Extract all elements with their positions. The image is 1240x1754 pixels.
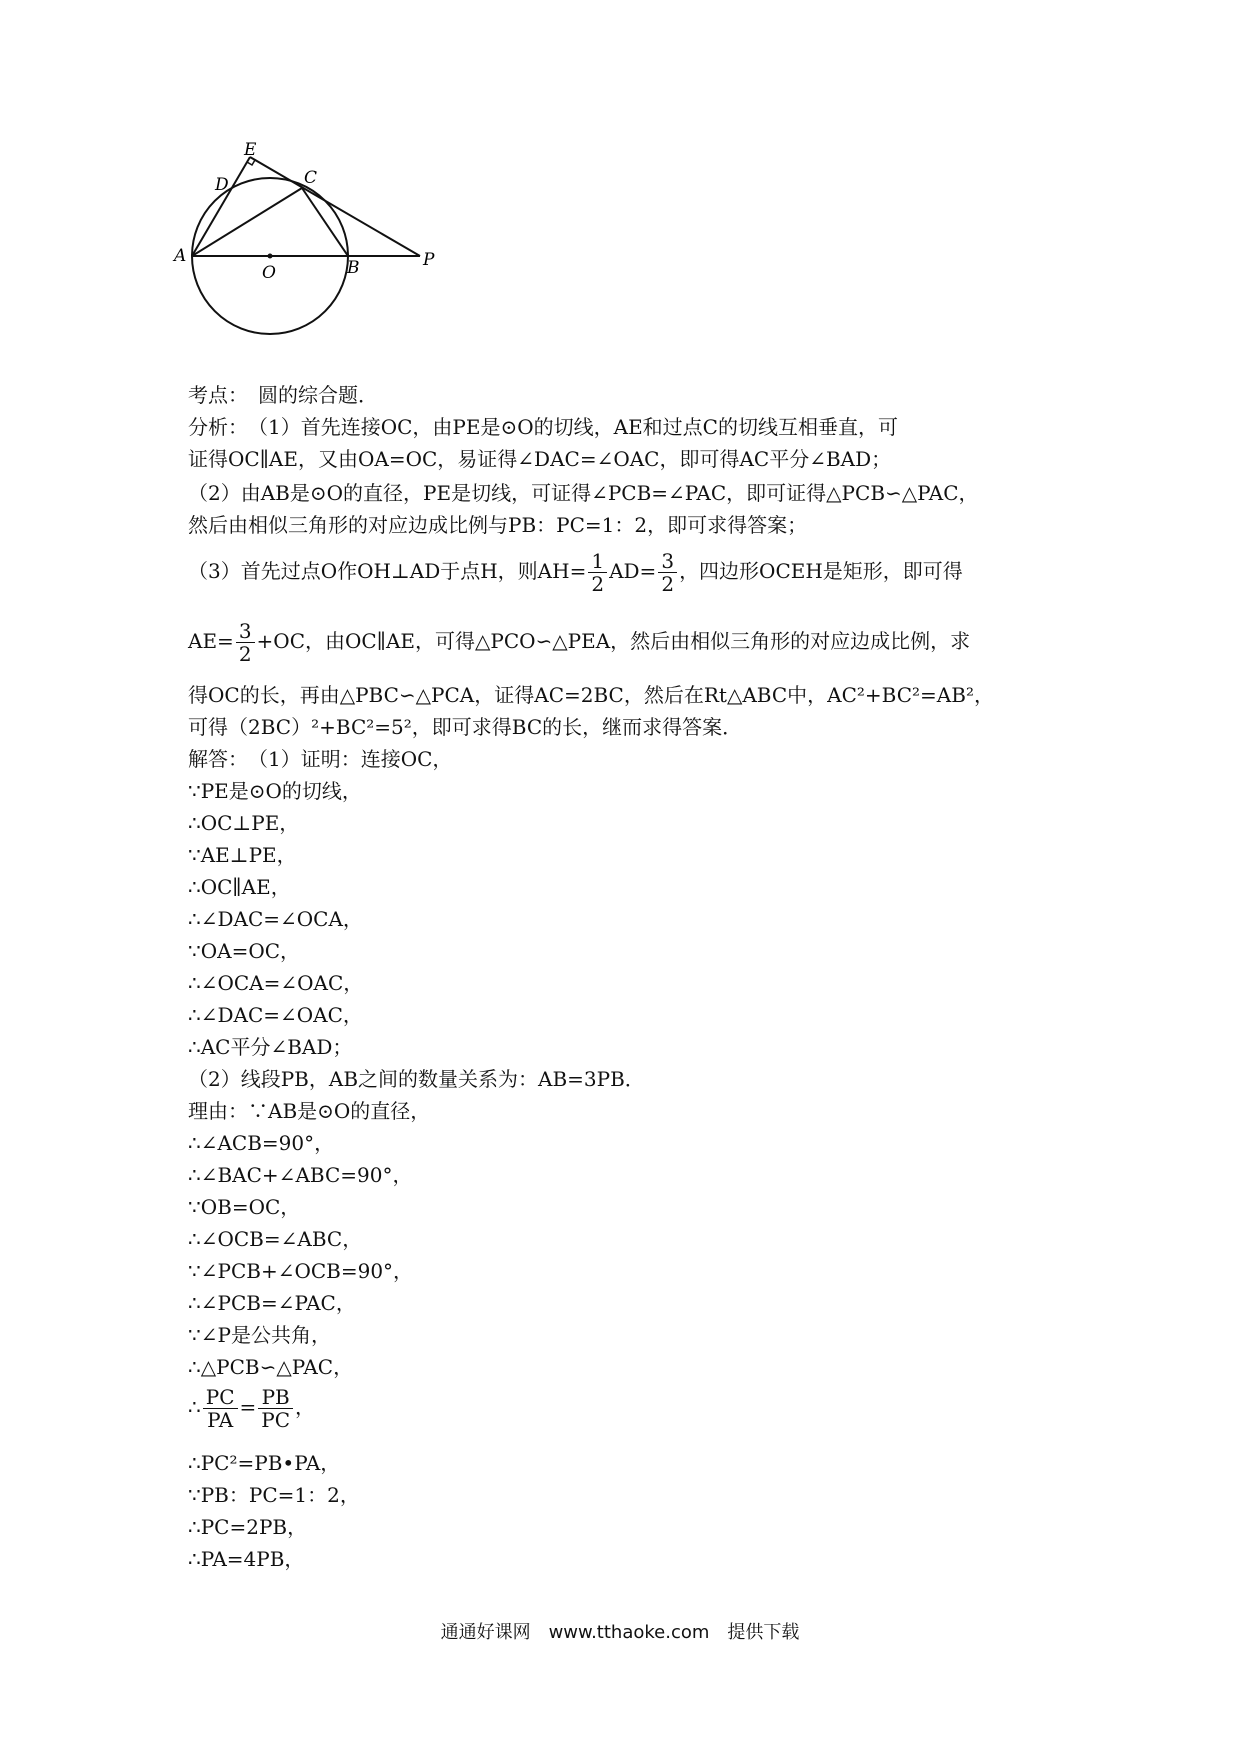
text-seg: ，四边形OCEH是矩形，即可得 [679, 559, 963, 583]
numerator: PB [258, 1386, 293, 1409]
line-analysis-5 [188, 550, 963, 595]
fraction [588, 550, 607, 595]
line-step: ∴△PCB∽△PAC， [188, 1355, 354, 1379]
line-step: ∵PB：PC=1：2， [188, 1483, 360, 1507]
page-footer: 通通好课网 www.tthaoke.com 提供下载 [440, 1622, 800, 1643]
text-seg: （3）首先过点O作OH⊥AD于点H，则AH= [188, 559, 587, 583]
line-step: ∴AC平分∠BAD； [188, 1035, 353, 1059]
line-kaodian: 考点： 圆的综合题． [188, 383, 378, 407]
line-step: ∴∠OCA=∠OAC， [188, 971, 364, 995]
line-step: ∵OA=OC， [188, 939, 301, 963]
numerator: 3 [658, 550, 677, 573]
line-step: ∴∠ACB=90°， [188, 1131, 335, 1155]
line-step: ∵PE是⊙O的切线， [188, 779, 362, 803]
label-a: A [174, 246, 187, 266]
segment-ep [250, 157, 420, 256]
line-step: ∴∠OCB=∠ABC， [188, 1227, 363, 1251]
line-analysis-1: 分析： （1）首先连接OC，由PE是⊙O的切线，AE和过点C的切线互相垂直，可 [188, 415, 898, 439]
denominator: PA [207, 1408, 234, 1432]
line-solution-title: 解答： （1）证明：连接OC， [188, 747, 453, 771]
line-analysis-7: 得OC的长，再由△PBC∽△PCA，证得AC=2BC，然后在Rt△ABC中，AC²+BC²=AB²， [188, 683, 994, 707]
denominator: 2 [661, 572, 675, 596]
line-analysis-3: （2）由AB是⊙O的直径，PE是切线，可证得∠PCB=∠PAC，即可证得△PCB∽△PAC， [188, 481, 979, 505]
fraction [658, 550, 677, 595]
line-step: ∵AE⊥PE， [188, 843, 297, 867]
text-seg: ∴ [188, 1395, 201, 1419]
text-seg: +OC，由OC∥AE，可得△PCO∽△PEA，然后由相似三角形的对应边成比例，求 [256, 629, 971, 653]
segment-ae [192, 157, 250, 256]
line-step: ∴OC⊥PE， [188, 811, 300, 835]
fraction [258, 1386, 293, 1431]
line-analysis-6 [188, 620, 970, 665]
denominator: 2 [591, 572, 605, 596]
line-step: （2）线段PB，AB之间的数量关系为：AB=3PB． [188, 1067, 645, 1091]
fraction [236, 620, 255, 665]
center-point [268, 254, 273, 259]
label-d: D [215, 175, 229, 195]
line-step: ∴∠DAC=∠OAC， [188, 1003, 363, 1027]
label-e: E [244, 140, 257, 160]
label-o: O [262, 263, 276, 283]
line-analysis-2: 证得OC∥AE，又由OA=OC，易证得∠DAC=∠OAC，即可得AC平分∠BAD； [188, 447, 892, 471]
label-p: P [423, 250, 435, 270]
numerator: PC [203, 1386, 238, 1409]
segment-ac [192, 188, 302, 256]
line-step: ∴∠DAC=∠OCA， [188, 907, 363, 931]
denominator: 2 [238, 642, 252, 666]
text-seg: AD= [609, 559, 657, 583]
geometry-figure [174, 140, 500, 370]
line-step-fraction [188, 1386, 315, 1431]
line-step: ∵∠P是公共角， [188, 1323, 331, 1347]
line-analysis-8: 可得（2BC）²+BC²=5²，即可求得BC的长，继而求得答案． [188, 715, 743, 739]
line-step: ∴PA=4PB， [188, 1547, 305, 1571]
fraction [203, 1386, 238, 1431]
numerator: 3 [236, 620, 255, 643]
line-analysis-4: 然后由相似三角形的对应边成比例与PB：PC=1：2，即可求得答案； [188, 513, 808, 537]
line-step: ∵OB=OC， [188, 1195, 301, 1219]
line-step: ∴∠BAC+∠ABC=90°， [188, 1163, 413, 1187]
line-step: ∴PC²=PB•PA， [188, 1451, 341, 1475]
line-step: ∴PC=2PB， [188, 1515, 308, 1539]
text-seg: AE= [188, 629, 234, 653]
text-seg: ， [295, 1395, 316, 1419]
label-c: C [304, 168, 318, 188]
line-step: ∴∠PCB=∠PAC， [188, 1291, 356, 1315]
line-step: ∵∠PCB+∠OCB=90°， [188, 1259, 414, 1283]
equals: = [239, 1395, 257, 1419]
line-step: 理由：∵AB是⊙O的直径， [188, 1099, 431, 1123]
line-step: ∴OC∥AE， [188, 875, 291, 899]
label-b: B [347, 258, 360, 278]
denominator: PC [261, 1408, 291, 1432]
numerator: 1 [588, 550, 607, 573]
